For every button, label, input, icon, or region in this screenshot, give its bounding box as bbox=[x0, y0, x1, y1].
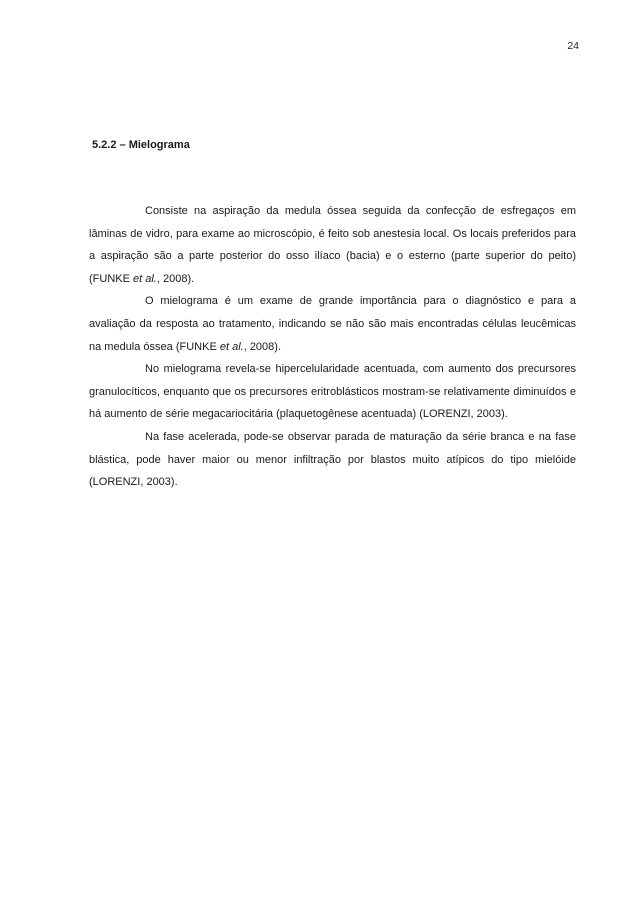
paragraph-aspiration: Consiste na aspiração da medula óssea seguida da confecção de esfregaços em lâminas de vidro, para exame ao microscópio, é feito sob anestesia local. Os locais preferidos para a aspiração são a parte posterior do osso ilíaco (bacia) e o esterno (parte superior do peito) (FUNKE et al., 2008). bbox=[89, 205, 576, 285]
section-heading: 5.2.2 – Mielograma bbox=[92, 139, 190, 151]
paragraph-importance: O mielograma é um exame de grande importância para o diagnóstico e para a avaliação da resposta ao tratamento, indicando se não são mais encontradas células leucêmicas na medula óssea (FUNKE et al., 2008). bbox=[89, 295, 576, 353]
page-number: 24 bbox=[567, 40, 579, 52]
paragraph-findings: No mielograma revela-se hipercelularidade acentuada, com aumento dos precursores granulocíticos, enquanto que os precursores eritroblásticos mostram-se relativamente diminuídos e há aumento de série megacariocitária (plaquetogênese acentuada) (LORENZI, 2003). bbox=[89, 363, 576, 421]
paragraph-phases: Na fase acelerada, pode-se observar parada de maturação da série branca e na fase blástica, pode haver maior ou menor infiltração por blastos muito atípicos do tipo mielóide (LORENZI, 2003). bbox=[89, 430, 576, 489]
body-text bbox=[89, 200, 576, 494]
